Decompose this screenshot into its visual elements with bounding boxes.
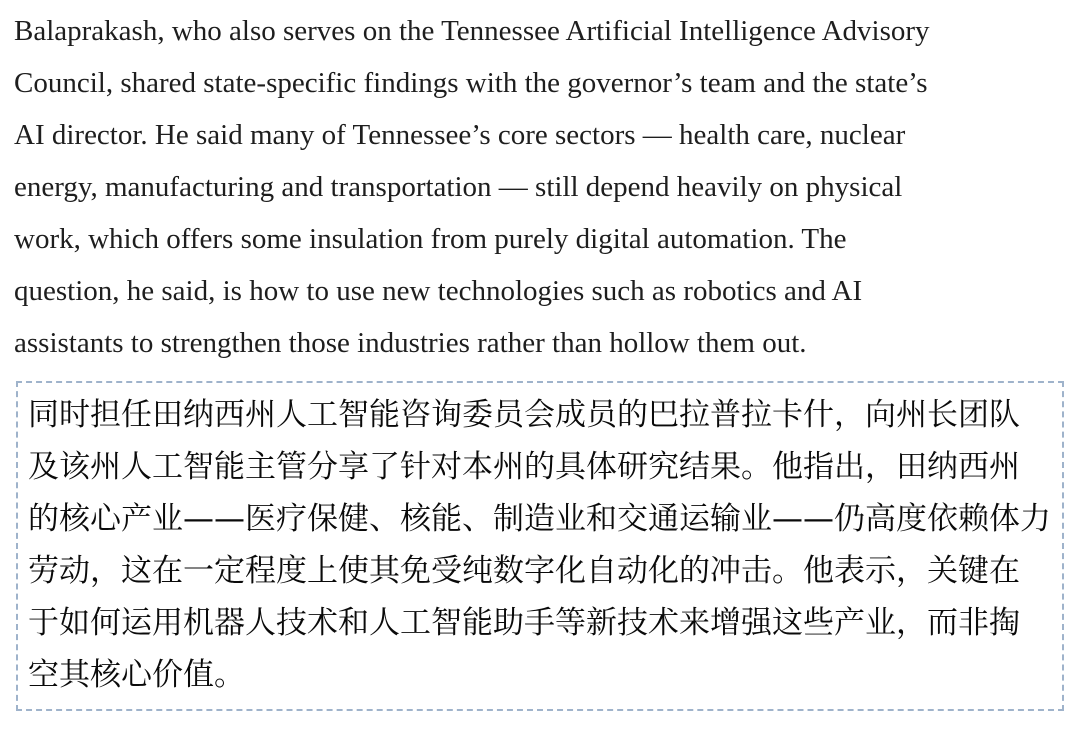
english-paragraph-line: energy, manufacturing and transportation — still depend heavily on physical	[14, 171, 903, 203]
translation-line: 空其核心价值。	[28, 657, 245, 693]
english-paragraph-line: Balaprakash, who also serves on the Tennessee Artificial Intelligence Advisory	[14, 15, 930, 47]
english-paragraph-line: question, he said, is how to use new technologies such as robotics and AI	[14, 275, 863, 307]
english-paragraph	[14, 5, 1066, 369]
translation-line: 的核心产业——医疗保健、核能、制造业和交通运输业——仍高度依赖体力	[28, 501, 1051, 537]
english-paragraph-line: work, which offers some insulation from purely digital automation. The	[14, 223, 847, 255]
chinese-translation-box	[16, 381, 1064, 711]
translation-line: 于如何运用机器人技术和人工智能助手等新技术来增强这些产业，而非掏	[28, 605, 1020, 641]
article-page	[0, 5, 1080, 711]
translation-line: 及该州人工智能主管分享了针对本州的具体研究结果。他指出，田纳西州	[28, 449, 1020, 485]
translation-line: 劳动，这在一定程度上使其免受纯数字化自动化的冲击。他表示，关键在	[28, 553, 1020, 589]
english-paragraph-line: Council, shared state-specific findings with the governor’s team and the state’s	[14, 67, 928, 99]
english-paragraph-line: AI director. He said many of Tennessee’s core sectors — health care, nuclear	[14, 119, 906, 151]
english-paragraph-line: assistants to strengthen those industries rather than hollow them out.	[14, 327, 807, 359]
translation-line: 同时担任田纳西州人工智能咨询委员会成员的巴拉普拉卡什，向州长团队	[28, 397, 1020, 433]
